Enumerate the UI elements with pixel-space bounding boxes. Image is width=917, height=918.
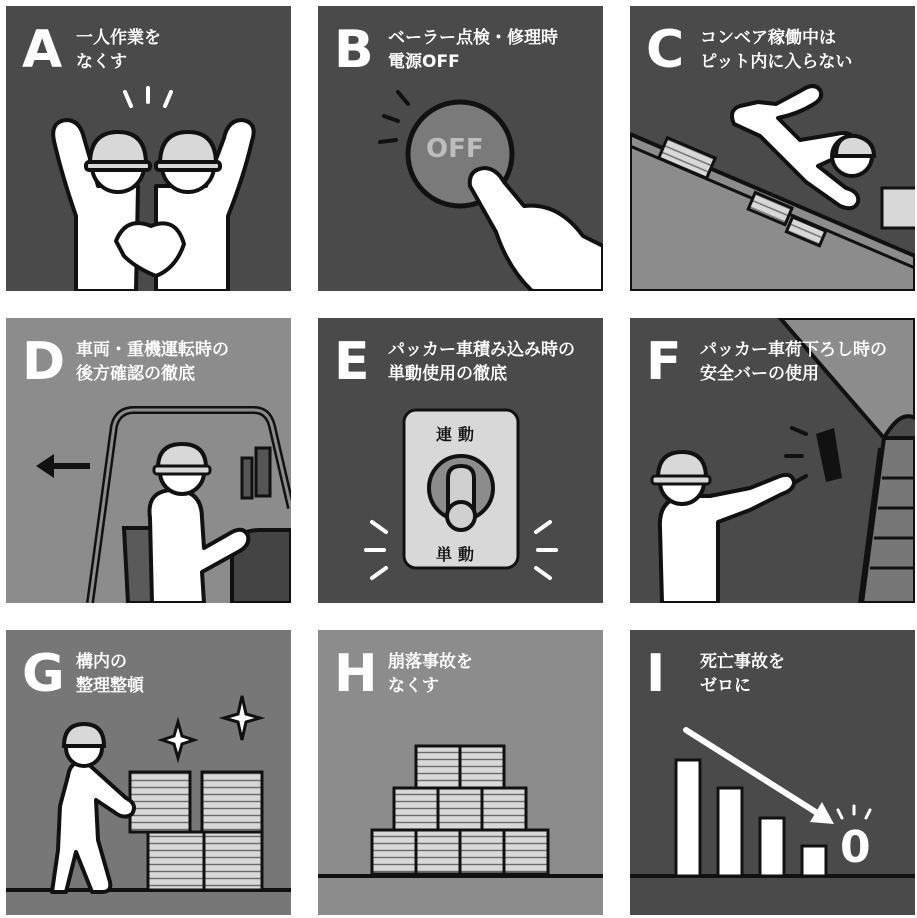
tile-letter: B [334,20,373,80]
tile-letter: I [646,644,665,704]
tile-title-line-1: 一人作業を [76,28,161,48]
tile-letter: D [22,332,65,392]
tile-letter: F [646,332,681,392]
tile-title [700,338,887,386]
tile-title [700,26,852,74]
tile-title-line-2: 後方確認の徹底 [76,364,195,384]
tile-d [6,318,291,603]
arrow-left-icon [36,454,90,478]
off-button-label: OFF [426,134,484,164]
tile-title-line-2: 単動使用の徹底 [388,364,507,384]
tile-title [700,650,785,698]
tile-title-line-1: 崩落事故を [388,652,473,672]
tile-h [318,630,603,915]
tile-c [630,6,915,291]
tile-letter: A [22,20,62,80]
tile-title-line-2: 安全バーの使用 [700,364,819,384]
tile-title-line-2: 電源OFF [388,52,460,72]
tile-title [76,26,161,74]
tile-title-line-1: パッカー車積み込み時の [388,340,575,360]
tile-title [388,26,558,74]
tile-title-line-1: パッカー車荷下ろし時の [700,340,887,360]
tile-title-line-2: ピット内に入らない [700,52,853,72]
tile-title-line-2: ゼロに [700,676,751,696]
tile-title-line-2: なくす [76,52,127,72]
tile-title-line-2: 整理整頓 [76,676,144,696]
sparkle-icon [162,696,260,758]
tile-title [388,650,473,698]
tile-title-line-1: ベーラー点検・修理時 [388,28,558,48]
tile-title-line-1: 構内の [76,652,127,672]
tile-title [76,338,229,386]
tile-letter: G [22,644,64,704]
tile-title-line-1: 車両・重機運転時の [76,340,229,360]
tile-g [6,630,291,915]
down-trend-arrow-icon [686,730,834,824]
tile-i [630,630,915,915]
tile-title [76,650,144,698]
zero-label: 0 [840,822,871,873]
switch-label-linked: 連動 [436,425,481,444]
tile-letter: C [646,20,684,80]
tile-title [388,338,575,386]
tile-e [318,318,603,603]
tile-f [630,318,915,603]
tile-title-line-1: コンベア稼働中は [700,28,836,48]
tile-letter: H [334,644,377,704]
tile-title-line-2: なくす [388,676,439,696]
tile-a [6,6,291,291]
tile-title-line-1: 死亡事故を [700,652,785,672]
tile-b [318,6,603,291]
tile-letter: E [334,332,369,392]
switch-label-single: 単動 [436,545,481,564]
